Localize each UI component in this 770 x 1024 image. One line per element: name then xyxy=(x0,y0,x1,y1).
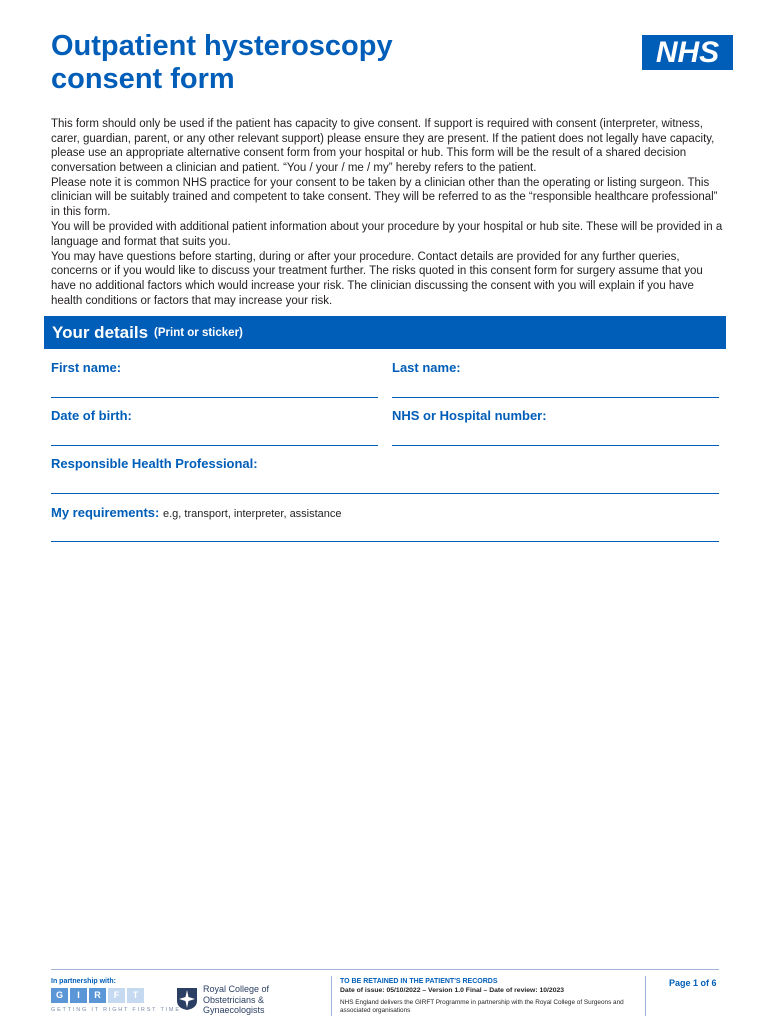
page-title xyxy=(51,30,571,96)
girft-letter: R xyxy=(89,988,106,1003)
last-name-label: Last name: xyxy=(392,360,461,375)
title-line-1: Outpatient hysteroscopy xyxy=(51,30,393,62)
first-name-field[interactable] xyxy=(51,397,378,398)
page-number: Page 1 of 6 xyxy=(669,978,717,988)
rcog-logo-text xyxy=(203,984,269,1016)
footer-vertical-divider xyxy=(645,976,646,1016)
requirements-label xyxy=(51,505,342,520)
title-line-2: consent form xyxy=(51,63,235,95)
footer-divider xyxy=(51,969,719,970)
girft-letter: T xyxy=(127,988,144,1003)
rcog-line-3: Gynaecologists xyxy=(203,1005,265,1015)
requirements-field[interactable] xyxy=(51,541,719,542)
issue-date: Date of issue: 05/10/2022 – Version 1.0 Final – Date of review: 10/2023 xyxy=(340,987,565,994)
nhs-number-field[interactable] xyxy=(392,445,719,446)
nhs-logo: NHS xyxy=(642,35,733,70)
date-of-birth-label: Date of birth: xyxy=(51,408,132,423)
date-of-birth-field[interactable] xyxy=(51,445,378,446)
your-details-header xyxy=(44,316,726,349)
intro-paragraph-3: You will be provided with additional patient information about your procedure by your hospital or hub site. These will be provided in a language and format that suits you. xyxy=(51,221,723,248)
section-heading: Your details xyxy=(52,322,149,342)
rcog-line-1: Royal College of xyxy=(203,984,270,994)
retain-notice: TO BE RETAINED IN THE PATIENT'S RECORDS xyxy=(340,978,498,985)
rcog-line-2: Obstetricians & xyxy=(203,994,265,1005)
partner-label: In partnership with: xyxy=(51,978,116,985)
first-name-label: First name: xyxy=(51,360,122,375)
rcog-crest-icon xyxy=(176,987,198,1011)
professional-field[interactable] xyxy=(51,493,719,494)
requirements-hint: e.g, transport, interpreter, assistance xyxy=(163,508,342,520)
girft-letter: G xyxy=(51,988,68,1003)
nhs-number-label: NHS or Hospital number: xyxy=(392,408,547,423)
girft-tagline: GETTING IT RIGHT FIRST TIME xyxy=(51,1007,181,1013)
girft-logo xyxy=(51,988,144,1003)
footer-vertical-divider xyxy=(331,976,332,1016)
section-subheading: (Print or sticker) xyxy=(154,326,243,339)
last-name-field[interactable] xyxy=(392,397,719,398)
intro-paragraph-4: You may have questions before starting, during or after your procedure. Contact details are provided for any further queries, concerns or if you would like to discuss your treatment further. The risks quoted in this consent form for surgery assume that you have no additional factors which would increase your risk. The clinician discussing the consent with you will explain if you have health conditions or factors that may increase your risk. xyxy=(51,250,703,307)
requirements-label-text: My requirements: xyxy=(51,505,160,520)
girft-letter: I xyxy=(70,988,87,1003)
intro-paragraph-2: Please note it is common NHS practice for your consent to be taken by a clinician other than the operating or listing surgeon. This clinician will be suitably trained and competent to take consent. They will be referred to as the “responsible healthcare professional” in this form. xyxy=(51,176,718,219)
professional-label: Responsible Health Professional: xyxy=(51,456,258,471)
intro-paragraph-1: This form should only be used if the patient has capacity to give consent. If support is required with consent (interpreter, witness, carer, guardian, parent, or any other relevant support) please ensure they are present. If the patient does not legally have capacity, please use an appropriate alternative consent form from your hospital or hub. This form will be the result of a shared decision conversation between a clinician and patient. “You / your / me / my” hereby refers to the patient. xyxy=(51,118,715,174)
delivery-note: NHS England delivers the GIRFT Programme in partnership with the Royal College of Surgeons and associated organisations xyxy=(340,999,624,1014)
intro-text xyxy=(51,117,723,309)
girft-letter: F xyxy=(108,988,125,1003)
